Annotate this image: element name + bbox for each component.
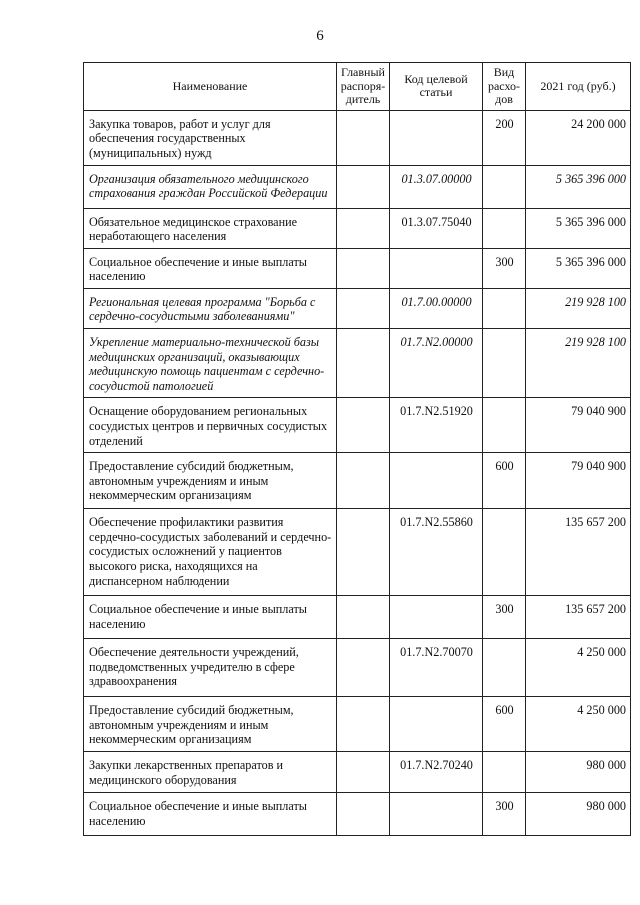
cell-amount: 24 200 000 [526, 110, 631, 165]
table-row [84, 288, 631, 328]
cell-manager [337, 398, 390, 453]
cell-name: Предоставление субсидий бюджетным, автономным учреждениям и иным некоммерческим организациям [84, 697, 337, 752]
cell-amount: 79 040 900 [526, 398, 631, 453]
cell-type [483, 509, 526, 596]
table-row [84, 596, 631, 639]
cell-name: Социальное обеспечение и иные выплаты населению [84, 596, 337, 639]
table-row [84, 697, 631, 752]
cell-name: Социальное обеспечение и иные выплаты населению [84, 248, 337, 288]
cell-amount: 5 365 396 000 [526, 248, 631, 288]
cell-type: 200 [483, 110, 526, 165]
table-row [84, 398, 631, 453]
cell-amount: 219 928 100 [526, 329, 631, 398]
cell-manager [337, 110, 390, 165]
cell-code [390, 453, 483, 509]
cell-type [483, 208, 526, 248]
page-number: 6 [316, 28, 324, 44]
table-row [84, 165, 631, 208]
table-row [84, 639, 631, 697]
cell-manager [337, 165, 390, 208]
cell-code: 01.7.N2.70070 [390, 639, 483, 697]
header-type: Вид расхо-дов [483, 63, 526, 111]
cell-code [390, 697, 483, 752]
cell-code: 01.3.07.00000 [390, 165, 483, 208]
cell-name: Обеспечение профилактики развития сердечно-сосудистых заболеваний и сердечно-сосудистых осложнений у пациентов высокого риска, находящихся на диспансерном наблюдении [84, 509, 337, 596]
table-row [84, 248, 631, 288]
cell-type: 600 [483, 453, 526, 509]
table-header-row [84, 63, 631, 111]
cell-name: Закупки лекарственных препаратов и медицинского оборудования [84, 752, 337, 793]
cell-type: 600 [483, 697, 526, 752]
table-row [84, 793, 631, 836]
table-row [84, 110, 631, 165]
cell-name: Закупка товаров, работ и услуг для обеспечения государственных (муниципальных) нужд [84, 110, 337, 165]
cell-type: 300 [483, 248, 526, 288]
header-code: Код целевой статьи [390, 63, 483, 111]
table-body [84, 110, 631, 836]
cell-amount: 4 250 000 [526, 697, 631, 752]
cell-manager [337, 596, 390, 639]
table-row [84, 509, 631, 596]
cell-amount: 980 000 [526, 793, 631, 836]
cell-manager [337, 208, 390, 248]
cell-name: Оснащение оборудованием региональных сосудистых центров и первичных сосудистых отделений [84, 398, 337, 453]
cell-type: 300 [483, 596, 526, 639]
budget-table [83, 62, 631, 836]
table-row [84, 208, 631, 248]
cell-amount: 135 657 200 [526, 596, 631, 639]
cell-amount: 5 365 396 000 [526, 165, 631, 208]
header-name: Наименование [84, 63, 337, 111]
cell-name: Обеспечение деятельности учреждений, подведомственных учредителю в сфере здравоохранения [84, 639, 337, 697]
cell-name: Обязательное медицинское страхование неработающего населения [84, 208, 337, 248]
cell-type [483, 288, 526, 328]
cell-amount: 5 365 396 000 [526, 208, 631, 248]
cell-manager [337, 752, 390, 793]
header-manager: Главный распоря-дитель [337, 63, 390, 111]
cell-amount: 219 928 100 [526, 288, 631, 328]
cell-manager [337, 793, 390, 836]
table-row [84, 453, 631, 509]
cell-code: 01.7.N2.51920 [390, 398, 483, 453]
cell-name: Организация обязательного медицинского страхования граждан Российской Федерации [84, 165, 337, 208]
cell-code [390, 248, 483, 288]
cell-code: 01.7.N2.70240 [390, 752, 483, 793]
header-amount: 2021 год (руб.) [526, 63, 631, 111]
cell-type [483, 752, 526, 793]
cell-amount: 980 000 [526, 752, 631, 793]
cell-code: 01.7.N2.55860 [390, 509, 483, 596]
cell-manager [337, 697, 390, 752]
cell-name: Предоставление субсидий бюджетным, автономным учреждениям и иным некоммерческим организациям [84, 453, 337, 509]
cell-manager [337, 453, 390, 509]
cell-code: 01.7.N2.00000 [390, 329, 483, 398]
cell-amount: 135 657 200 [526, 509, 631, 596]
cell-manager [337, 639, 390, 697]
table-row [84, 752, 631, 793]
cell-manager [337, 248, 390, 288]
cell-type [483, 398, 526, 453]
cell-code: 01.3.07.75040 [390, 208, 483, 248]
cell-type [483, 639, 526, 697]
cell-code: 01.7.00.00000 [390, 288, 483, 328]
table-row [84, 329, 631, 398]
cell-name: Социальное обеспечение и иные выплаты населению [84, 793, 337, 836]
cell-name: Укрепление материально-технической базы медицинских организаций, оказывающих медицинскую помощь пациентам с сердечно-сосудистой патологией [84, 329, 337, 398]
cell-amount: 4 250 000 [526, 639, 631, 697]
cell-type [483, 329, 526, 398]
cell-code [390, 793, 483, 836]
cell-type: 300 [483, 793, 526, 836]
cell-manager [337, 509, 390, 596]
cell-code [390, 596, 483, 639]
cell-manager [337, 329, 390, 398]
cell-manager [337, 288, 390, 328]
cell-amount: 79 040 900 [526, 453, 631, 509]
cell-code [390, 110, 483, 165]
cell-name: Региональная целевая программа "Борьба с сердечно-сосудистыми заболеваниями" [84, 288, 337, 328]
cell-type [483, 165, 526, 208]
